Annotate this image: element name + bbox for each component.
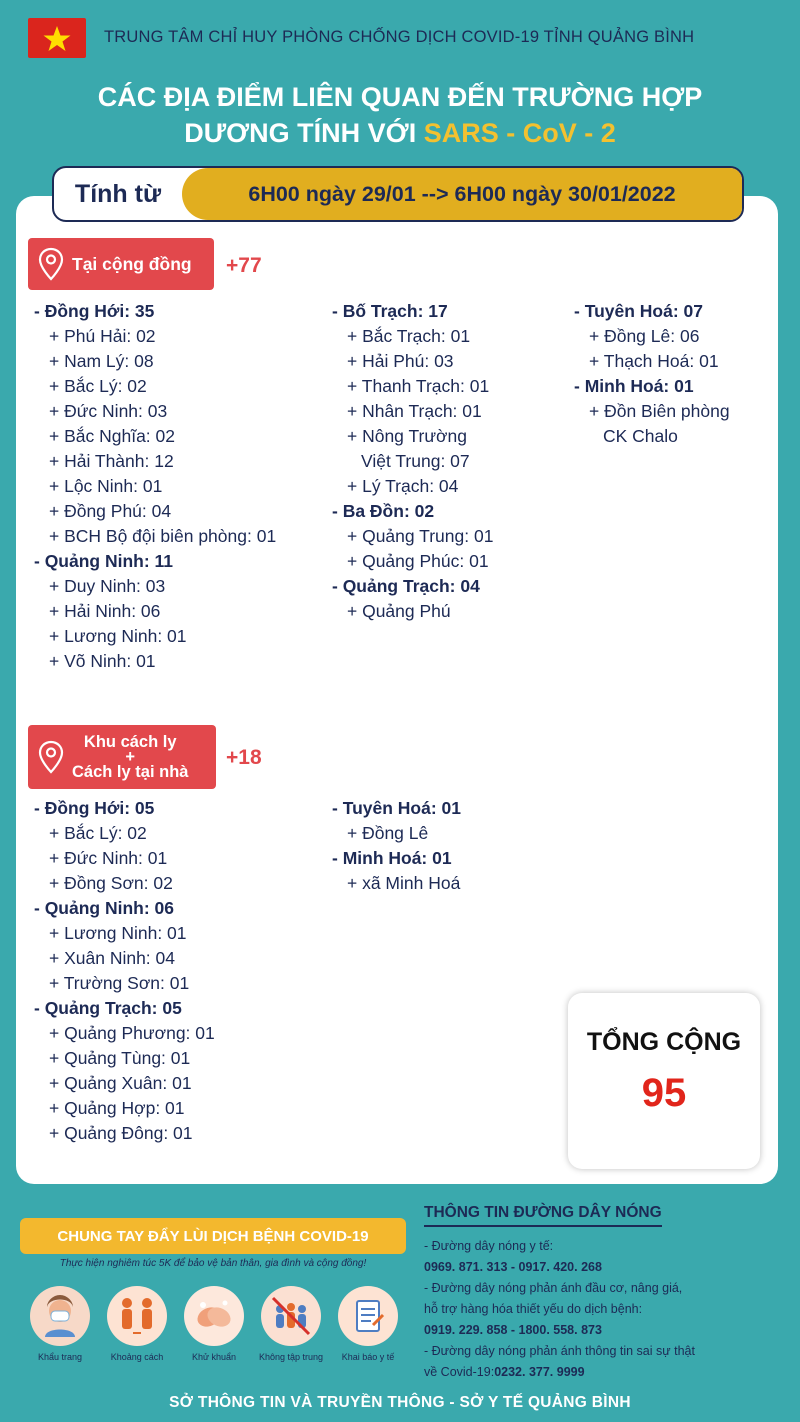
- district-heading: - Đồng Hới: 05: [34, 798, 155, 818]
- district-heading: - Minh Hoá: 01: [574, 376, 694, 396]
- five-k-item: [182, 1286, 246, 1366]
- five-k-item: [259, 1286, 323, 1366]
- community-column-1: [34, 299, 276, 674]
- location-item: + Hải Phú: 03: [347, 351, 454, 371]
- hotline-price-label-2: hỗ trợ hàng hóa thiết yếu do dịch bệnh:: [424, 1302, 643, 1316]
- hotline-info: [424, 1236, 784, 1383]
- health-declaration-icon: [338, 1286, 398, 1346]
- location-item: + Lý Trạch: 04: [347, 476, 459, 496]
- location-item: + Xuân Ninh: 04: [49, 948, 175, 968]
- location-item: + Bắc Lý: 02: [49, 823, 147, 843]
- location-item: + Lộc Ninh: 01: [49, 476, 163, 496]
- location-item: + Quảng Xuân: 01: [49, 1073, 192, 1093]
- district-heading: - Quảng Trạch: 04: [332, 576, 480, 596]
- location-item: + Bắc Trạch: 01: [347, 326, 471, 346]
- location-item: + Quảng Tùng: 01: [49, 1048, 191, 1068]
- district-heading: - Ba Đồn: 02: [332, 501, 435, 521]
- district-heading: - Quảng Ninh: 11: [34, 551, 174, 571]
- location-item: + Thanh Trạch: 01: [347, 376, 490, 396]
- location-item: + Đồng Lê: 06: [589, 326, 700, 346]
- location-item: + Thạch Hoá: 01: [589, 351, 719, 371]
- quarantine-badge: [28, 725, 216, 789]
- hotline-misinfo-label: - Đường dây nóng phản ánh thông tin sai sự thật: [424, 1344, 695, 1358]
- location-item: + Nam Lý: 08: [49, 351, 154, 371]
- hotline-misinfo-prefix: về Covid-19:: [424, 1365, 495, 1379]
- community-column-2: [332, 299, 493, 624]
- location-item: + Duy Ninh: 03: [49, 576, 166, 596]
- community-count: +77: [226, 254, 262, 277]
- district-heading: - Quảng Ninh: 06: [34, 898, 174, 918]
- location-item: + Võ Ninh: 01: [49, 651, 156, 671]
- location-item: + Đức Ninh: 03: [49, 401, 168, 421]
- location-item: + Trường Sơn: 01: [49, 973, 190, 993]
- no-gathering-icon: [261, 1286, 321, 1346]
- footer-credit: SỞ THÔNG TIN VÀ TRUYỀN THÔNG - SỞ Y TẾ QUẢNG BÌNH: [169, 1394, 631, 1411]
- location-item: + Quảng Hợp: 01: [49, 1098, 185, 1118]
- hotline-misinfo-number: 0232. 377. 9999: [494, 1365, 585, 1379]
- campaign-title: CHUNG TAY ĐẨY LÙI DỊCH BỆNH COVID-19: [20, 1218, 406, 1254]
- five-k-icons: [28, 1286, 400, 1366]
- location-item: Việt Trung: 07: [361, 451, 470, 471]
- total-label: TỔNG CỘNG: [586, 1028, 742, 1056]
- quarantine-label: [72, 732, 189, 781]
- district-heading: - Minh Hoá: 01: [332, 848, 452, 868]
- community-column-3: [574, 299, 730, 449]
- location-item: + Đồng Phú: 04: [49, 501, 172, 521]
- quarantine-label-line2: Cách ly tại nhà: [72, 762, 189, 781]
- location-item: + Nông Trường: [347, 426, 467, 446]
- campaign-subtitle: Thực hiện nghiêm túc 5K để bảo vệ bản thân, gia đình và cộng đồng!: [59, 1258, 367, 1269]
- district-heading: - Tuyên Hoá: 01: [332, 798, 462, 818]
- hotline-medical-label: - Đường dây nóng y tế:: [424, 1239, 554, 1253]
- district-heading: - Bố Trạch: 17: [332, 301, 448, 321]
- location-item: + Bắc Nghĩa: 02: [49, 426, 175, 446]
- five-k-item: [105, 1286, 169, 1366]
- location-item: + Bắc Lý: 02: [49, 376, 147, 396]
- distance-icon: [107, 1286, 167, 1346]
- title-prefix: DƯƠNG TÍNH VỚI: [184, 118, 417, 148]
- location-item: + Đức Ninh: 01: [49, 848, 168, 868]
- total-value: 95: [641, 1071, 687, 1115]
- location-item: + Hải Thành: 12: [49, 451, 174, 471]
- location-item: + Quảng Đông: 01: [49, 1123, 193, 1143]
- location-item: + Đồng Sơn: 02: [49, 873, 173, 893]
- location-item: + Đồng Lê: [347, 823, 429, 843]
- location-item: + Quảng Phú: [347, 601, 451, 621]
- date-range-bar: [52, 166, 744, 222]
- location-item: + Hải Ninh: 06: [49, 601, 161, 621]
- five-k-item: [28, 1286, 92, 1366]
- five-k-caption: Khử khuẩn: [191, 1352, 237, 1362]
- hotline-medical-numbers: 0969. 871. 313 - 0917. 420. 268: [424, 1260, 602, 1274]
- location-item: CK Chalo: [603, 426, 678, 446]
- mask-icon: [30, 1286, 90, 1346]
- location-item: + Quảng Phương: 01: [49, 1023, 215, 1043]
- organization-name: TRUNG TÂM CHỈ HUY PHÒNG CHỐNG DỊCH COVID-19 TỈNH QUẢNG BÌNH: [104, 28, 695, 46]
- quarantine-label-plus: +: [125, 747, 136, 766]
- date-range: 6H00 ngày 29/01 --> 6H00 ngày 30/01/2022: [182, 168, 742, 220]
- district-heading: - Quảng Trạch: 05: [34, 998, 182, 1018]
- total-box: [568, 993, 760, 1169]
- quarantine-count: +18: [226, 746, 262, 769]
- location-item: + BCH Bộ đội biên phòng: 01: [49, 526, 277, 546]
- hotline-price-label: - Đường dây nóng phản ánh đầu cơ, nâng giá,: [424, 1281, 683, 1295]
- location-item: + Lương Ninh: 01: [49, 923, 187, 943]
- date-label: Tính từ: [74, 179, 162, 208]
- five-k-caption: Khẩu trang: [37, 1352, 83, 1362]
- location-item: + Phú Hải: 02: [49, 326, 156, 346]
- location-pin-icon: [38, 740, 64, 774]
- district-heading: - Đồng Hới: 35: [34, 301, 155, 321]
- hotline-misinfo-line: [424, 1362, 784, 1383]
- five-k-caption: Không tập trung: [259, 1352, 324, 1362]
- location-item: + xã Minh Hoá: [347, 873, 461, 893]
- quarantine-label-line1: Khu cách ly: [83, 732, 177, 751]
- location-item: + Quảng Trung: 01: [347, 526, 494, 546]
- location-item: + Đồn Biên phòng: [589, 401, 730, 421]
- location-item: + Nhân Trạch: 01: [347, 401, 482, 421]
- hotline-price-numbers: 0919. 229. 858 - 1800. 558. 873: [424, 1323, 602, 1337]
- five-k-caption: Khai báo y tế: [341, 1352, 395, 1362]
- location-item: + Quảng Phúc: 01: [347, 551, 489, 571]
- location-item: + Lương Ninh: 01: [49, 626, 187, 646]
- quarantine-column-1: [34, 796, 215, 1146]
- hotline-title: THÔNG TIN ĐƯỜNG DÂY NÓNG: [424, 1204, 662, 1227]
- district-heading: - Tuyên Hoá: 07: [574, 301, 704, 321]
- community-label: Tại cộng đồng: [72, 253, 192, 274]
- quarantine-column-2: [332, 796, 461, 896]
- page-title-line2: [0, 118, 800, 149]
- location-pin-icon: [38, 247, 64, 281]
- vietnam-flag-icon: [28, 18, 86, 58]
- title-highlight: SARS - CoV - 2: [423, 118, 616, 148]
- five-k-caption: Khoảng cách: [110, 1352, 164, 1362]
- hand-wash-icon: [184, 1286, 244, 1346]
- five-k-item: [336, 1286, 400, 1366]
- community-badge: [28, 238, 214, 290]
- page-title-line1: CÁC ĐỊA ĐIỂM LIÊN QUAN ĐẾN TRƯỜNG HỢP: [97, 82, 703, 112]
